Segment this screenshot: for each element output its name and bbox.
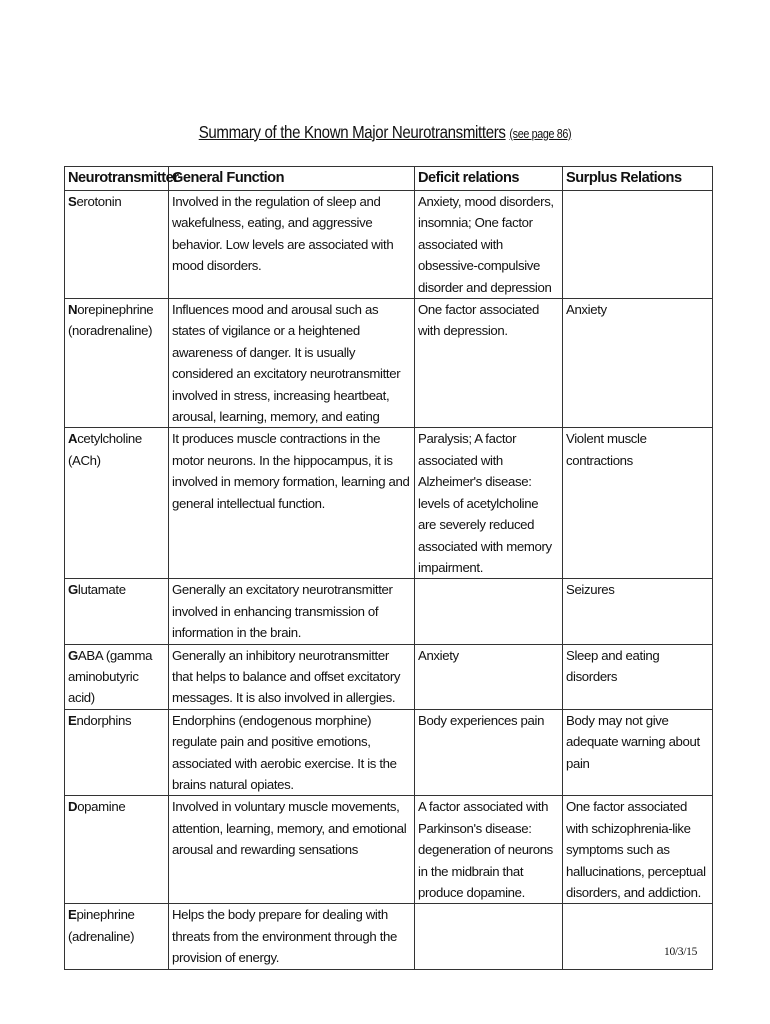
neurotransmitter-table (64, 166, 713, 970)
table-header-row (65, 167, 713, 191)
name-initial: S (68, 194, 77, 209)
cell-general-function: Generally an inhibitory neurotransmitter that helps to balance and offset excitatory messages. It is also involved in allergies. (169, 644, 415, 709)
name-rest: ndorphins (76, 712, 132, 728)
cell-deficit: Anxiety (415, 644, 563, 709)
cell-general-function: Involved in voluntary muscle movements, attention, learning, memory, and emotional arousal and rewarding sensations (169, 796, 415, 904)
name-initial: E (68, 712, 77, 728)
name-line2: aminobutyric acid) (68, 668, 139, 706)
page-title (54, 122, 716, 143)
table-row (65, 796, 713, 904)
table-row (65, 709, 713, 796)
name-rest: pinephrine (76, 907, 135, 923)
name-rest: orepinephrine (77, 302, 154, 318)
title-page-reference: (see page 86) (509, 127, 572, 141)
cell-neurotransmitter (65, 796, 169, 904)
cell-surplus: Sleep and eating disorders (563, 644, 713, 709)
cell-neurotransmitter (65, 904, 169, 969)
cell-surplus (563, 904, 713, 969)
cell-neurotransmitter (65, 191, 169, 299)
title-main: Summary of the Known Major Neurotransmitters (198, 122, 506, 142)
cell-surplus: Body may not give adequate warning about pain (563, 709, 713, 796)
cell-surplus: Violent muscle contractions (563, 428, 713, 579)
name-line2: (noradrenaline) (68, 323, 153, 339)
name-rest: erotonin (76, 194, 122, 209)
header-neurotransmitter: Neurotransmitter (65, 167, 169, 191)
cell-surplus (563, 191, 713, 299)
cell-neurotransmitter (65, 709, 169, 796)
name-rest: cetylcholine (77, 431, 142, 447)
name-rest: ABA (gamma (77, 647, 153, 663)
cell-general-function: Generally an excitatory neurotransmitter involved in enhancing transmission of information in the brain. (169, 579, 415, 644)
table-row (65, 579, 713, 644)
name-initial: N (68, 302, 78, 318)
cell-neurotransmitter (65, 428, 169, 579)
cell-general-function: It produces muscle contractions in the motor neurons. In the hippocampus, it is involved in memory formation, learning and general intellectual function. (169, 428, 415, 579)
cell-general-function: Endorphins (endogenous morphine) regulate pain and positive emotions, associated with aerobic exercise. It is the brains natural opiates. (169, 709, 415, 796)
name-rest: lutamate (77, 582, 126, 598)
name-initial: A (68, 431, 78, 447)
name-initial: G (68, 582, 78, 598)
cell-surplus: Anxiety (563, 299, 713, 428)
table-row (65, 191, 713, 299)
cell-neurotransmitter (65, 299, 169, 428)
cell-deficit: A factor associated with Parkinson's disease: degeneration of neurons in the midbrain that produce dopamine. (415, 796, 563, 904)
cell-deficit: Anxiety, mood disorders, insomnia; One factor associated with obsessive-compulsive disorder and depression (415, 191, 563, 299)
cell-general-function: Involved in the regulation of sleep and wakefulness, eating, and aggressive behavior. Low levels are associated with mood disorders. (169, 191, 415, 299)
name-line2: (ACh) (68, 452, 101, 468)
cell-general-function: Influences mood and arousal such as states of vigilance or a heightened awareness of danger. It is usually considered an excitatory neurotransmitter involved in stress, increasing heartbeat, arousal, learning, memory, and eating (169, 299, 415, 428)
name-initial: D (68, 799, 78, 815)
cell-neurotransmitter (65, 579, 169, 644)
cell-surplus: One factor associated with schizophrenia-like symptoms such as hallucinations, perceptual disorders, and addiction. (563, 796, 713, 904)
header-surplus-relations: Surplus Relations (563, 167, 713, 191)
footer-date: 10/3/15 (664, 946, 698, 958)
table-row (65, 299, 713, 428)
cell-surplus: Seizures (563, 579, 713, 644)
name-rest: opamine (77, 799, 126, 815)
name-initial: E (68, 907, 77, 923)
cell-deficit (415, 904, 563, 969)
cell-deficit (415, 579, 563, 644)
table-row (65, 428, 713, 579)
cell-deficit: Paralysis; A factor associated with Alzheimer's disease: levels of acetylcholine are severely reduced associated with memory impairment. (415, 428, 563, 579)
cell-general-function: Helps the body prepare for dealing with threats from the environment through the provision of energy. (169, 904, 415, 969)
cell-deficit: Body experiences pain (415, 709, 563, 796)
table-row (65, 644, 713, 709)
cell-neurotransmitter (65, 644, 169, 709)
cell-deficit: One factor associated with depression. (415, 299, 563, 428)
name-initial: G (68, 647, 78, 663)
name-line2: (adrenaline) (68, 928, 135, 944)
table-row (65, 904, 713, 969)
header-deficit-relations: Deficit relations (415, 167, 563, 191)
header-general-function: General Function (169, 167, 415, 191)
